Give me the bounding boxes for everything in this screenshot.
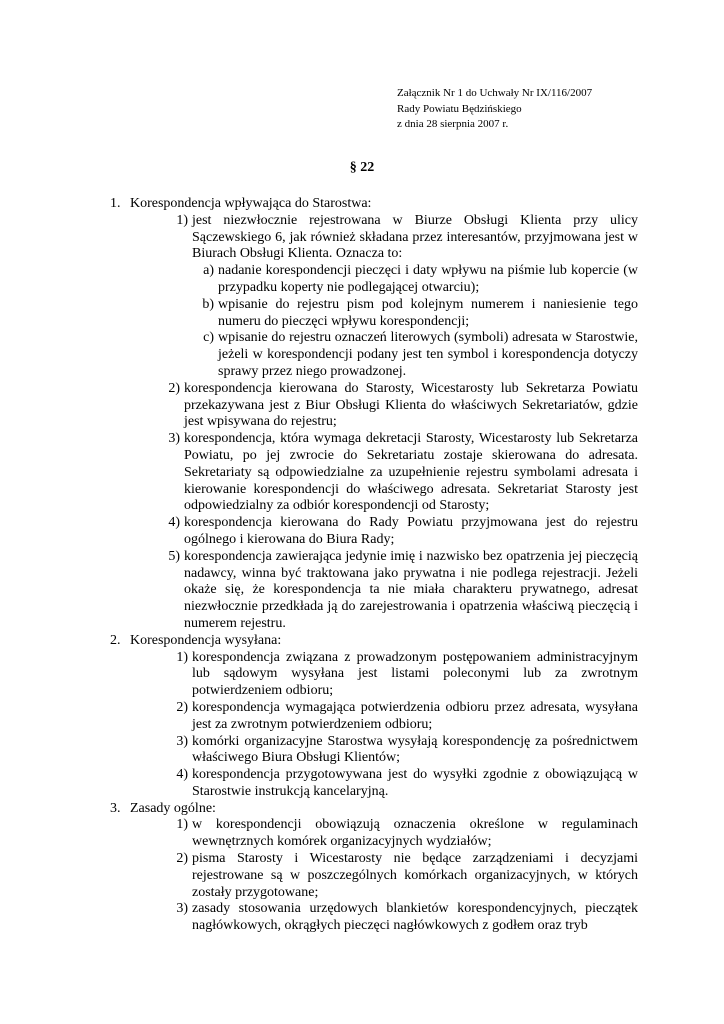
item-number: 3) bbox=[168, 431, 180, 447]
list-item bbox=[130, 431, 638, 515]
item-number: 4) bbox=[176, 767, 188, 783]
attachment-header bbox=[397, 86, 592, 133]
list-item bbox=[130, 650, 638, 700]
list-item bbox=[130, 700, 638, 734]
subitem-letter: a) bbox=[203, 263, 214, 279]
item-text: korespondencja zawierająca jedynie imię i nazwisko bez opatrzenia jej pieczęcią nadawcy, winna być traktowana jako prywatna i nie podlega rejestracji. Jeżeli okaże się, że korespondencja ta nie miała charakteru prywatnego, adresat niezwłocznie przedkłada ją do zarejestrowania i opatrzenia właściwą pieczęcią i numerem rejestru. bbox=[184, 548, 638, 631]
item-number: 1) bbox=[176, 649, 188, 665]
list-item bbox=[130, 381, 638, 431]
item-text: w korespondencji obowiązują oznaczenia określone w regulaminach wewnętrznych komórek organizacyjnych wydziałów; bbox=[192, 817, 638, 850]
item-number: 3) bbox=[176, 901, 188, 917]
list-item bbox=[130, 213, 638, 381]
section-title: Zasady ogólne: bbox=[130, 800, 216, 816]
subitem-list bbox=[130, 263, 638, 381]
subitem-letter: b) bbox=[202, 296, 214, 312]
item-number: 5) bbox=[168, 548, 180, 564]
header-line-2: Rady Powiatu Będzińskiego bbox=[397, 102, 522, 115]
section-title: Korespondencja wysyłana: bbox=[130, 632, 282, 648]
item-text: pisma Starosty i Wicestarosty nie będące zarządzeniami i decyzjami rejestrowane są w poszczególnych komórkach organizacyjnych, w których zostały przygotowane; bbox=[192, 851, 638, 900]
subitem-text: wpisanie do rejestru pism pod kolejnym numerem i naniesienie tego numeru do pieczęci wpływu korespondencji; bbox=[218, 296, 638, 329]
sub-item bbox=[130, 263, 638, 297]
item-number: 2) bbox=[176, 851, 188, 867]
list-item bbox=[130, 515, 638, 549]
subitem-text: wpisanie do rejestru oznaczeń literowych (symboli) adresata w Starostwie, jeżeli w korespondencji podany jest ten symbol i korespondencja dotyczy sprawy przez niego prowadzonej. bbox=[218, 330, 638, 379]
list-item bbox=[130, 549, 638, 633]
item-text: korespondencja, która wymaga dekretacji Starosty, Wicestarosty lub Sekretarza Powiatu, po jej zwrocie do Sekretariatu zostaje skierowana do adresata. Sekretariaty są odpowiedzialne za uzupełnienie rejestru symbolami adresata i kierowanie korespondencji do właściwego adresata. Sekretariat Starosty jest odpowiedzialny za odbiór korespondencji od Starosty; bbox=[184, 431, 638, 514]
item-text: jest niezwłocznie rejestrowana w Biurze Obsługi Klienta przy ulicy Sączewskiego 6, jak również składana przez interesantów, przyjmowana jest w Biurach Obsługi Klienta. Oznacza to: bbox=[192, 212, 638, 262]
item-text: korespondencja związana z prowadzonym postępowaniem administracyjnym lub sądowym wysyłana jest listami poleconymi lub za zwrotnym potwierdzeniem odbioru; bbox=[192, 649, 638, 699]
item-list bbox=[130, 817, 638, 935]
item-number: 4) bbox=[168, 515, 180, 531]
item-text: korespondencja kierowana do Rady Powiatu przyjmowana jest do rejestru ogólnego i kierowana do Biura Rady; bbox=[184, 515, 638, 547]
list-item bbox=[130, 901, 638, 935]
section-number: 2. bbox=[110, 632, 121, 648]
section-number: 1. bbox=[110, 196, 121, 211]
section-3 bbox=[110, 801, 638, 935]
document-body bbox=[110, 196, 638, 935]
item-text: zasady stosowania urzędowych blankietów korespondencyjnych, pieczątek nagłówkowych, okrągłych pieczęci nagłówkowych z godłem oraz tryb bbox=[192, 901, 638, 934]
section-1 bbox=[110, 196, 638, 633]
item-number: 1) bbox=[176, 817, 188, 833]
header-line-1: Załącznik Nr 1 do Uchwały Nr IX/116/2007 bbox=[397, 87, 593, 99]
section-2 bbox=[110, 633, 638, 801]
item-text: korespondencja wymagająca potwierdzenia odbioru przez adresata, wysyłana jest za zwrotnym potwierdzeniem odbioru; bbox=[192, 699, 638, 732]
paragraph-title: § 22 bbox=[349, 160, 375, 175]
item-number: 2) bbox=[176, 699, 188, 715]
section-title: Korespondencja wpływająca do Starostwa: bbox=[130, 196, 372, 211]
item-text: korespondencja przygotowywana jest do wysyłki zgodnie z obowiązującą w Starostwie instrukcją kancelaryjną. bbox=[192, 767, 638, 799]
list-item bbox=[130, 767, 638, 801]
list-item bbox=[130, 817, 638, 851]
section-number: 3. bbox=[110, 800, 121, 816]
item-number: 2) bbox=[168, 380, 180, 396]
item-number: 3) bbox=[176, 733, 188, 749]
section-list bbox=[110, 196, 638, 935]
item-text: komórki organizacyjne Starostwa wysyłają korespondencję za pośrednictwem właściwego Biura Obsługi Klientów; bbox=[192, 733, 638, 766]
sub-item bbox=[130, 297, 638, 331]
subitem-letter: c) bbox=[203, 330, 214, 346]
item-number: 1) bbox=[176, 212, 188, 228]
item-text: korespondencja kierowana do Starosty, Wicestarosty lub Sekretarza Powiatu przekazywana jest z Biur Obsługi Klienta do właściwych Sekretariatów, gdzie jest wpisywana do rejestru; bbox=[184, 380, 638, 430]
list-item bbox=[130, 734, 638, 768]
sub-item bbox=[130, 330, 638, 380]
item-list bbox=[130, 213, 638, 633]
item-list bbox=[130, 650, 638, 801]
header-line-3: z dnia 28 sierpnia 2007 r. bbox=[397, 118, 509, 130]
list-item bbox=[130, 851, 638, 901]
subitem-text: nadanie korespondencji pieczęci i daty wpływu na piśmie lub kopercie (w przypadku koperty nie podlegającej otwarciu); bbox=[218, 263, 638, 295]
